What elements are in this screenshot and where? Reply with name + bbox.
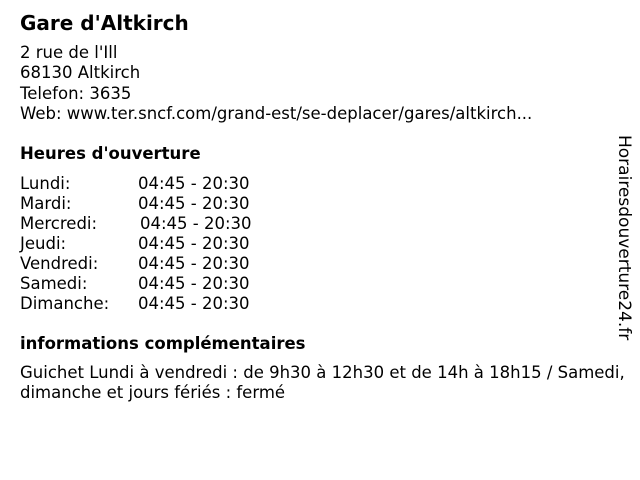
address-phone: Telefon: 3635 <box>20 83 132 103</box>
address-street: 2 rue de l'Ill <box>20 43 118 62</box>
hours-time: 04:45 - 20:30 <box>138 194 250 213</box>
hours-day: Mardi: <box>20 194 72 213</box>
hours-day: Lundi: <box>20 174 71 193</box>
address-block <box>20 43 532 124</box>
hours-day: Jeudi: <box>20 234 67 253</box>
additional-info-heading: informations complémentaires <box>20 334 306 353</box>
hours-day: Vendredi: <box>20 254 99 273</box>
hours-day: Dimanche: <box>20 294 110 313</box>
hours-time: 04:45 - 20:30 <box>138 274 250 293</box>
hours-time: 04:45 - 20:30 <box>140 214 252 233</box>
watermark <box>612 135 636 371</box>
hours-time: 04:45 - 20:30 <box>138 254 250 273</box>
page-title: Gare d'Altkirch <box>20 11 189 35</box>
address-web: Web: www.ter.sncf.com/grand-est/se-deplacer/gares/altkirch... <box>20 103 533 123</box>
hours-time: 04:45 - 20:30 <box>138 294 250 313</box>
additional-info-text: Guichet Lundi à vendredi : de 9h30 à 12h30 et de 14h à 18h15 / Samedi, dimanche et jours fériés : fermé <box>20 363 625 402</box>
hours-day: Mercredi: <box>20 214 98 233</box>
opening-hours-heading: Heures d'ouverture <box>20 144 201 163</box>
address-city: 68130 Altkirch <box>20 63 141 83</box>
watermark-text: Horairesdouverture24.fr <box>614 135 634 341</box>
hours-day: Samedi: <box>20 274 88 293</box>
hours-time: 04:45 - 20:30 <box>138 234 250 253</box>
hours-time: 04:45 - 20:30 <box>138 174 250 193</box>
